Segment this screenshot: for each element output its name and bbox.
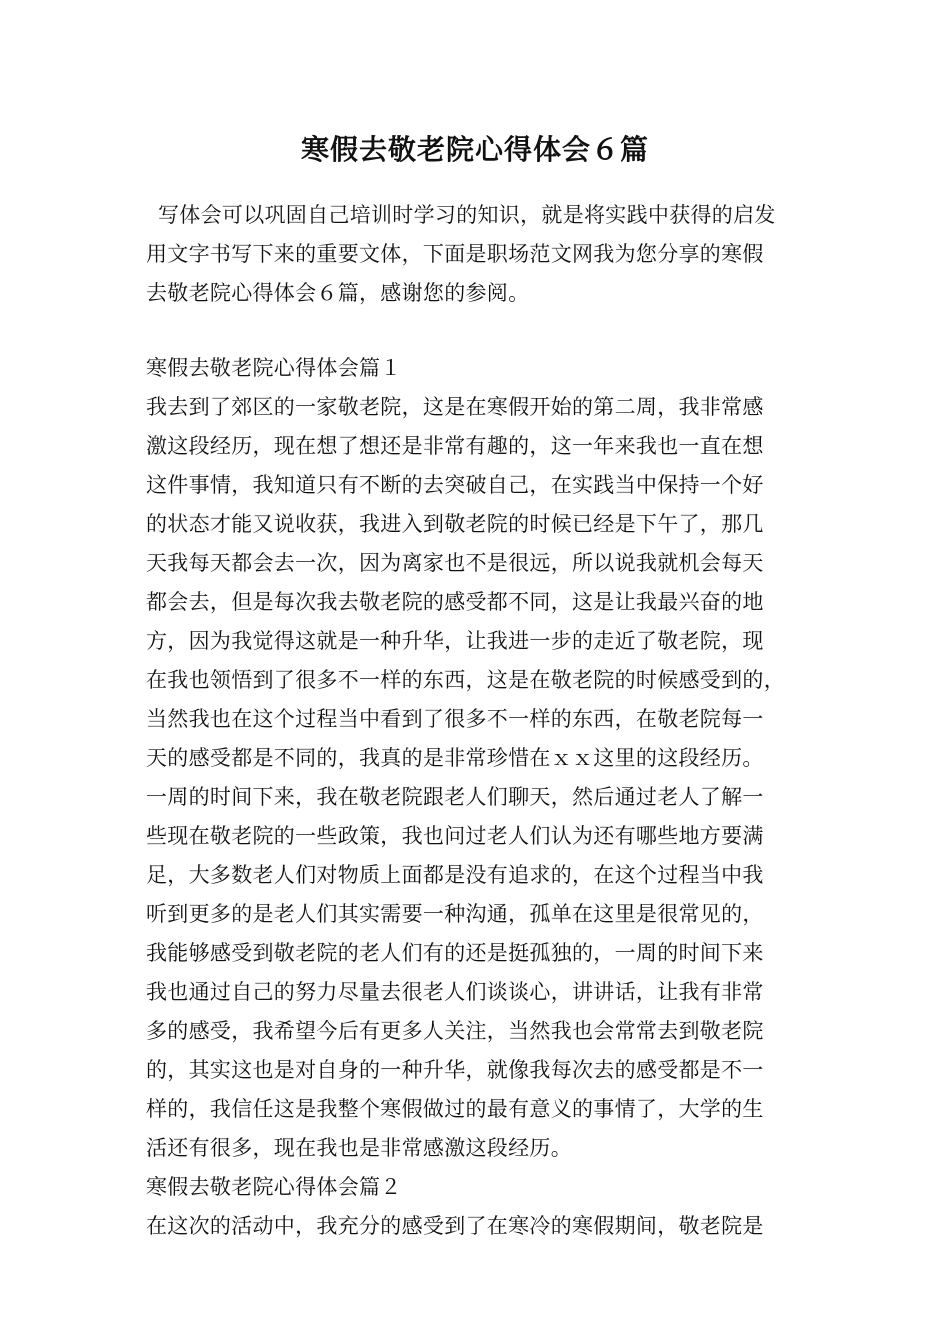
paragraph-line: 激这段经历，现在想了想还是非常有趣的，这一年来我也一直在想 bbox=[146, 434, 764, 458]
paragraph-line: 的状态才能又说收获，我进入到敬老院的时候已经是下午了，那几 bbox=[146, 512, 764, 536]
paragraph-line: 的，其实这也是对自身的一种升华，就像我每次去的感受都是不一 bbox=[146, 1058, 764, 1082]
paragraph-line: 在这次的活动中，我充分的感受到了在寒冷的寒假期间，敬老院是 bbox=[146, 1214, 764, 1238]
paragraph-line: 天的感受都是不同的，我真的是非常珍惜在ｘｘ这里的这段经历。 bbox=[146, 746, 764, 770]
intro-line: 写体会可以巩固自己培训时学习的知识，就是将实践中获得的启发 bbox=[158, 203, 776, 227]
paragraph-line: 样的，我信任这是我整个寒假做过的最有意义的事情了，大学的生 bbox=[146, 1097, 764, 1121]
paragraph-line: 我去到了郊区的一家敬老院，这是在寒假开始的第二周，我非常感 bbox=[146, 395, 764, 419]
document-body bbox=[146, 196, 818, 1246]
paragraph-line: 这件事情，我知道只有不断的去突破自己，在实践当中保持一个好 bbox=[146, 473, 764, 497]
paragraph-line: 听到更多的是老人们其实需要一种沟通，孤单在这里是很常见的， bbox=[146, 902, 764, 926]
paragraph-line: 些现在敬老院的一些政策，我也问过老人们认为还有哪些地方要满 bbox=[146, 824, 764, 848]
section1-paragraph-2 bbox=[146, 778, 818, 1168]
document-title: 寒假去敬老院心得体会６篇 bbox=[300, 133, 649, 166]
paragraph-line: 在我也领悟到了很多不一样的东西，这是在敬老院的时候感受到的， bbox=[146, 668, 785, 692]
paragraph-line: 活还有很多，现在我也是非常感激这段经历。 bbox=[146, 1136, 572, 1160]
section-heading: 寒假去敬老院心得体会篇１ bbox=[146, 356, 402, 380]
intro-line: 用文字书写下来的重要文体，下面是职场范文网我为您分享的寒假 bbox=[146, 242, 764, 266]
paragraph-line: 天我每天都会去一次，因为离家也不是很远，所以说我就机会每天 bbox=[146, 551, 764, 575]
section1-paragraph-1 bbox=[146, 388, 818, 778]
intro-line: 去敬老院心得体会６篇，感谢您的参阅。 bbox=[146, 281, 530, 305]
paragraph-line: 我也通过自己的努力尽量去很老人们谈谈心，讲讲话，让我有非常 bbox=[146, 980, 764, 1004]
intro-paragraph bbox=[146, 196, 818, 313]
section-heading: 寒假去敬老院心得体会篇２ bbox=[146, 1175, 402, 1199]
paragraph-line: 一周的时间下来，我在敬老院跟老人们聊天，然后通过老人了解一 bbox=[146, 785, 764, 809]
paragraph-line: 足，大多数老人们对物质上面都是没有追求的，在这个过程当中我 bbox=[146, 863, 764, 887]
paragraph-gap bbox=[146, 313, 818, 349]
paragraph-line: 当然我也在这个过程当中看到了很多不一样的东西，在敬老院每一 bbox=[146, 707, 764, 731]
paragraph-line: 方，因为我觉得这就是一种升华，让我进一步的走近了敬老院，现 bbox=[146, 629, 764, 653]
paragraph-line: 我能够感受到敬老院的老人们有的还是挺孤独的，一周的时间下来 bbox=[146, 941, 764, 965]
paragraph-line: 多的感受，我希望今后有更多人关注，当然我也会常常去到敬老院 bbox=[146, 1019, 764, 1043]
paragraph-line: 都会去，但是每次我去敬老院的感受都不同，这是让我最兴奋的地 bbox=[146, 590, 764, 614]
section2-paragraph-1 bbox=[146, 1207, 818, 1246]
